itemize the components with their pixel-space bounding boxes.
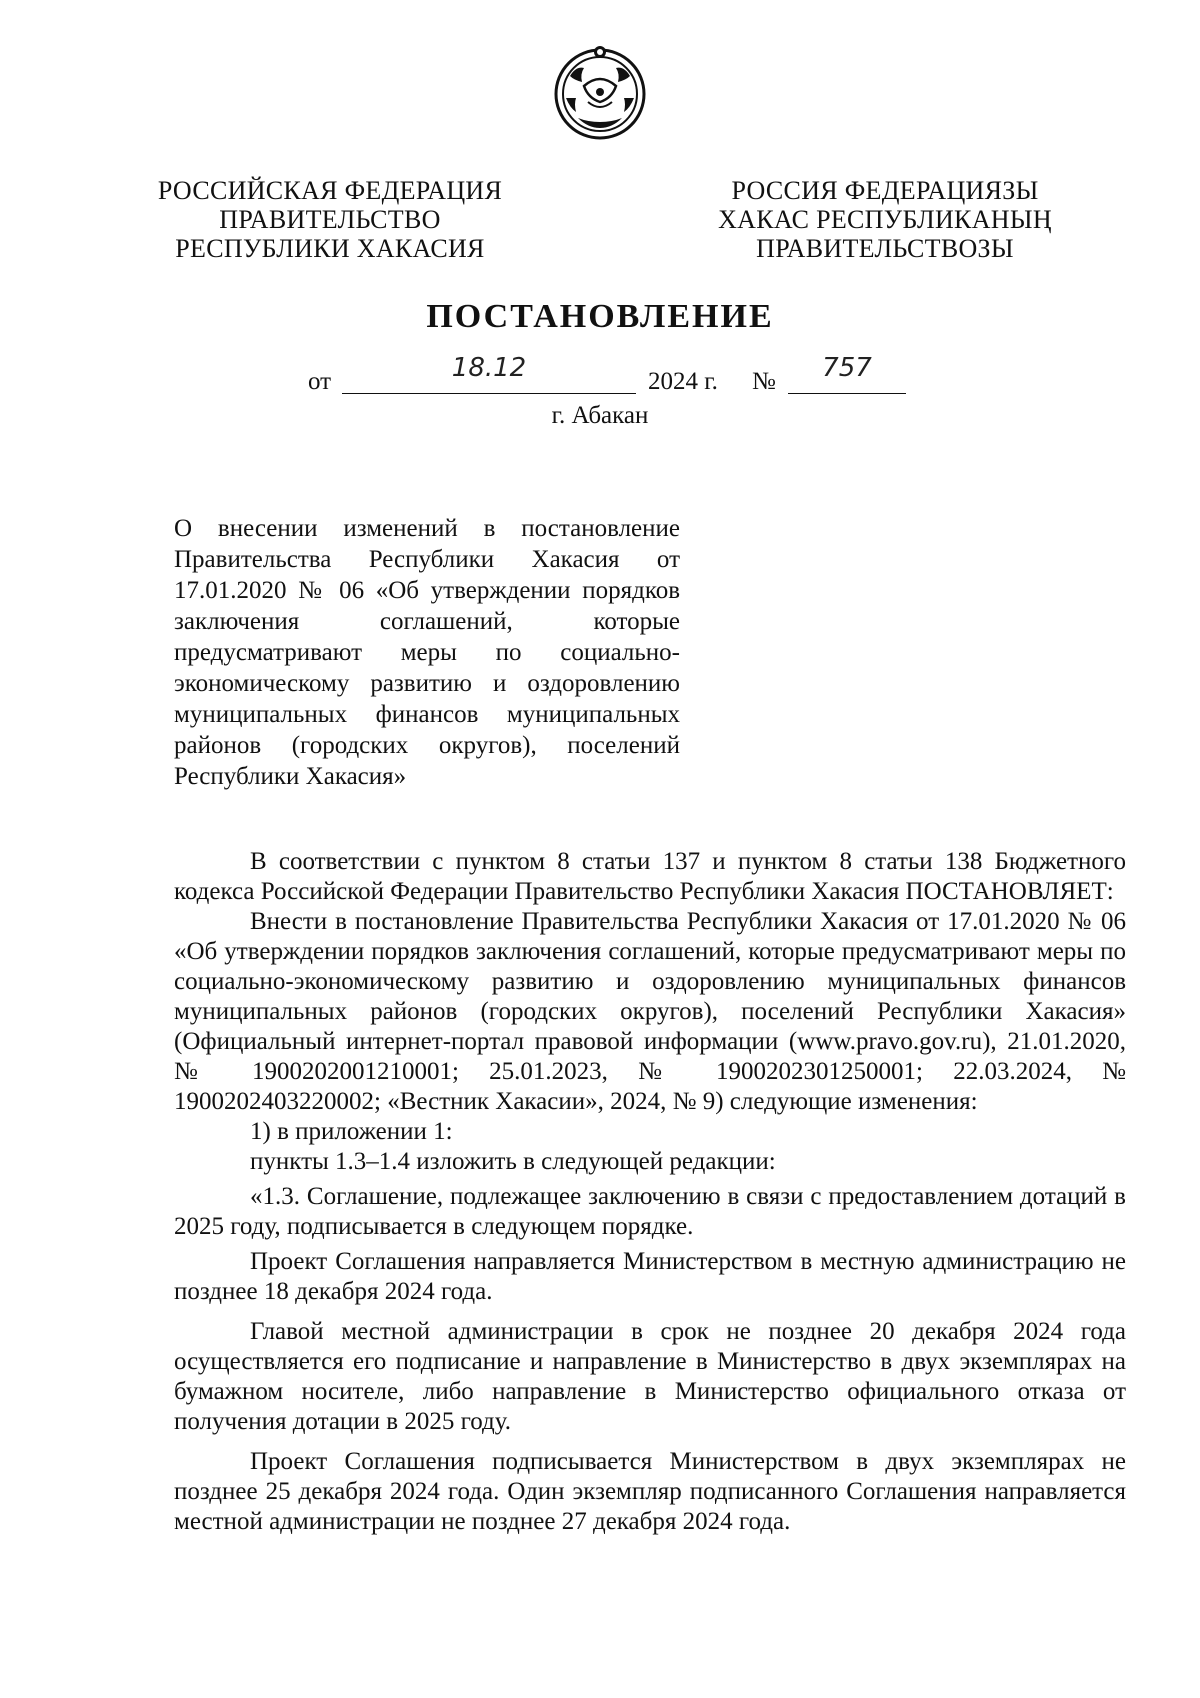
number-field	[788, 353, 906, 394]
paragraph-4: пункты 1.3–1.4 изложить в следующей редакции:	[250, 1148, 776, 1175]
year-label: 2024 г.	[648, 368, 718, 395]
header-right-line-2: ХАКАС РЕСПУБЛИКАНЫҢ	[718, 205, 1052, 234]
header-left-line-2: ПРАВИТЕЛЬСТВО	[219, 205, 441, 234]
paragraph-1: В соответствии с пунктом 8 статьи 137 и пунктом 8 статьи 138 Бюджетного кодекса Российской Федерации Правительство Республики Хакасия ПОСТАНОВЛЯЕТ:	[174, 848, 1126, 905]
header-right-line-1: РОССИЯ ФЕДЕРАЦИЯЗЫ	[731, 176, 1039, 205]
handwritten-date: 18.12	[451, 353, 527, 383]
from-label: от	[308, 368, 332, 395]
number-label: №	[752, 368, 776, 395]
paragraph-2: Внести в постановление Правительства Республики Хакасия от 17.01.2020 № 06 «Об утверждении порядков заключения соглашений, которые предусматривают меры по социально-экономическому развитию и оздоровлению муниципальных финансов муниципальных районов (городских округов), поселений Республики Хакасия» (Официальный интернет-портал правовой информации (www.pravo.gov.ru), 21.01.2020, № 1900202001210001; 25.01.2023, № 1900202301250001; 22.03.2024, № 1900202403220002; «Вестник Хакасии», 2024, № 9) следующие изменения:	[174, 908, 1126, 1115]
header-right-line-3: ПРАВИТЕЛЬСТВОЗЫ	[756, 234, 1014, 263]
coat-of-arms-icon	[552, 36, 648, 144]
handwritten-number: 757	[822, 353, 872, 383]
date-field	[342, 353, 636, 394]
document-subject: О внесении изменений в постановление Правительства Республики Хакасия от 17.01.2020 № 06 «Об утверждении порядков заключения соглашений, которые предусматривают меры по социально-экономическому развитию и оздоровлению муниципальных финансов муниципальных районов (городских округов), поселений Республики Хакасия»	[174, 515, 680, 790]
header-left-line-1: РОССИЙСКАЯ ФЕДЕРАЦИЯ	[157, 176, 503, 205]
header-left-line-3: РЕСПУБЛИКИ ХАКАСИЯ	[175, 234, 485, 263]
city: г. Абакан	[551, 402, 649, 429]
paragraph-5: «1.3. Соглашение, подлежащее заключению в связи с предоставлением дотаций в 2025 году, подписывается в следующем порядке.	[174, 1183, 1126, 1240]
paragraph-7: Главой местной администрации в срок не позднее 20 декабря 2024 года осуществляется его подписание и направление в Министерство в двух экземплярах на бумажном носителе, либо направление в Министерство официального отказа от получения дотации в 2025 году.	[174, 1318, 1126, 1435]
date-number-line	[308, 353, 928, 400]
paragraph-3: 1) в приложении 1:	[250, 1118, 453, 1145]
document-title: ПОСТАНОВЛЕНИЕ	[426, 298, 774, 335]
header-left	[150, 176, 510, 263]
paragraph-8: Проект Соглашения подписывается Министерством в двух экземплярах не позднее 25 декабря 2024 года. Один экземпляр подписанного Соглашения направляется местной администрации не позднее 27 декабря 2024 года.	[174, 1448, 1126, 1535]
document-body	[174, 847, 1126, 1537]
paragraph-6: Проект Соглашения направляется Министерством в местную администрацию не позднее 18 декабря 2024 года.	[174, 1248, 1126, 1305]
header-right	[690, 176, 1080, 263]
